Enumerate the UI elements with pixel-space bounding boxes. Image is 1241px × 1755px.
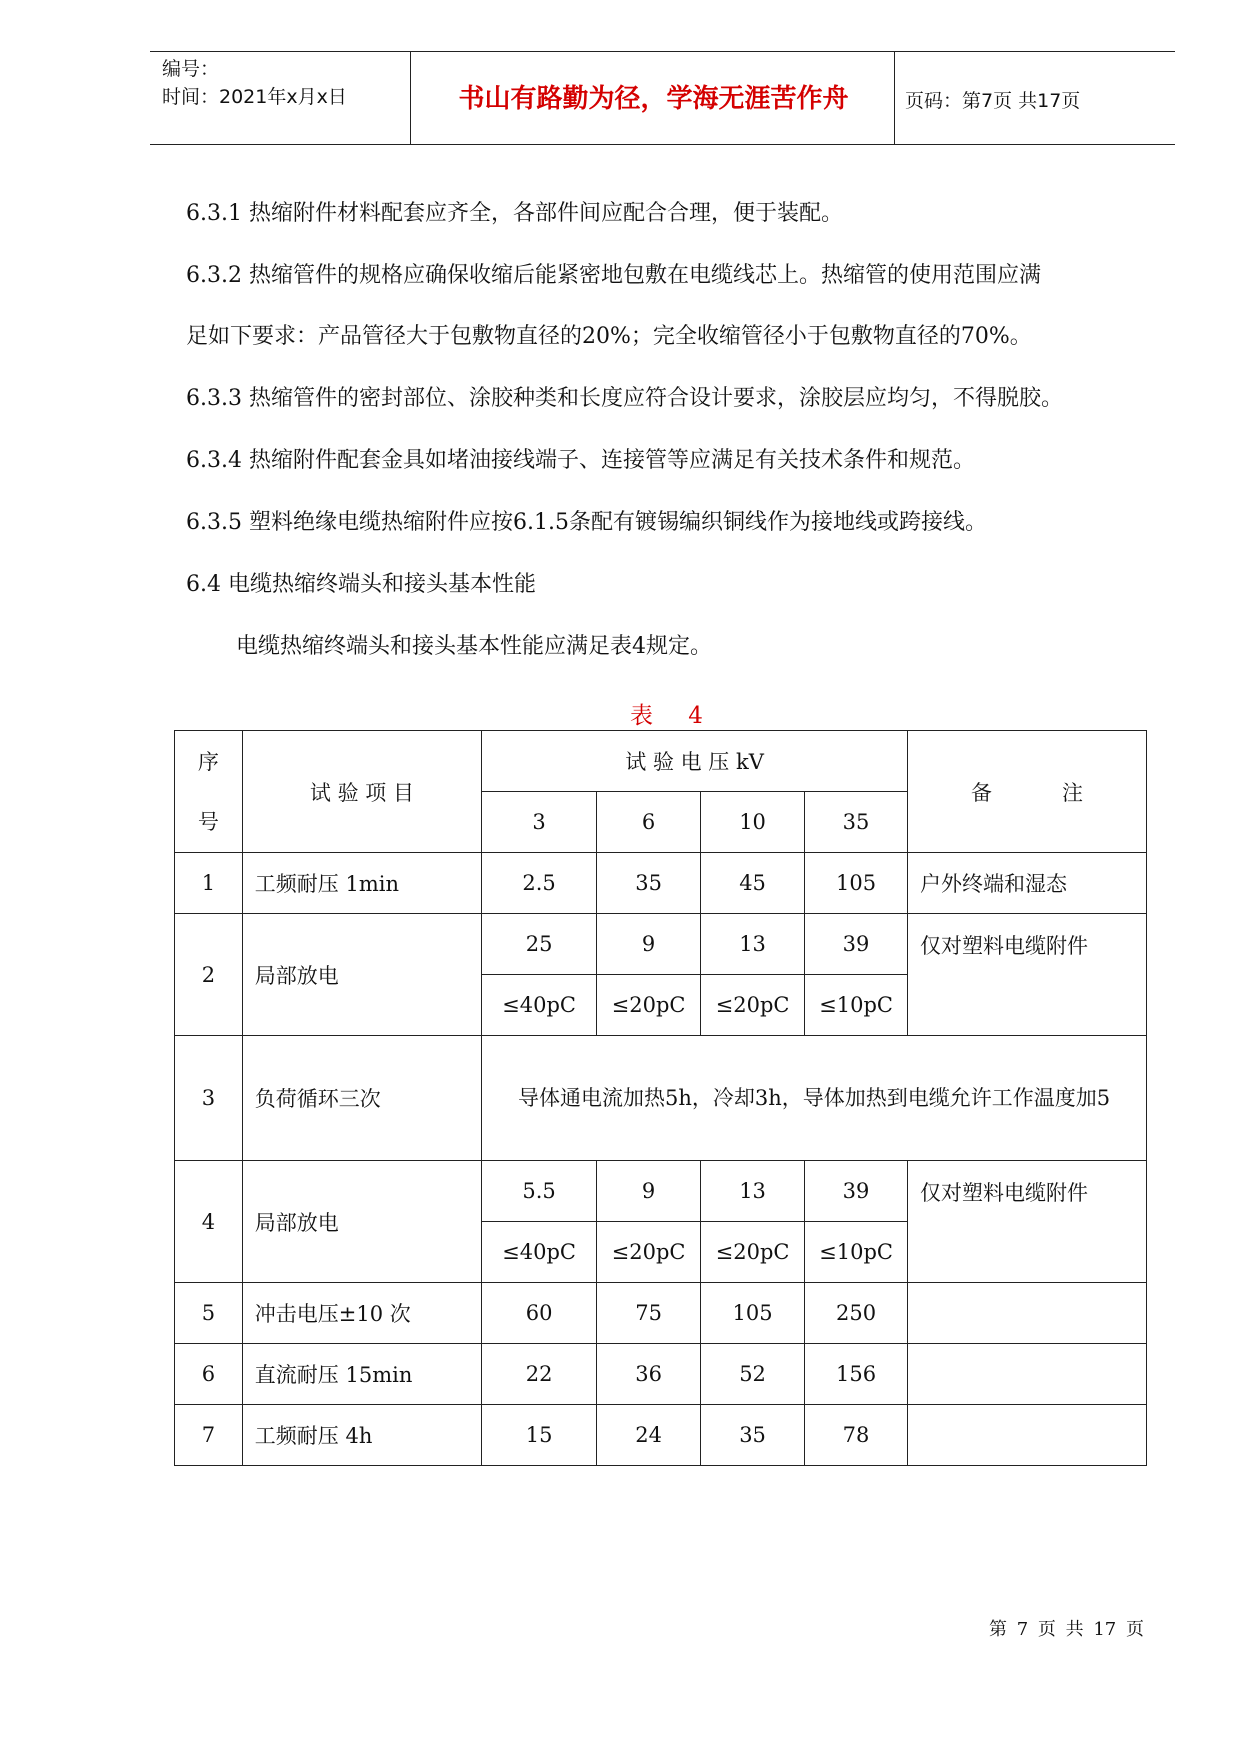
section-6-4-body: 电缆热缩终端头和接头基本性能应满足表4规定。 [236,634,712,659]
header-meta [162,55,347,111]
table-row: 2 局部放电 25 9 13 39 仅对塑料电缆附件 [175,914,1147,975]
table-row: ≤40pC ≤20pC ≤20pC ≤10pC [175,975,1147,1036]
clause-6-3-5: 6.3.5 塑料绝缘电缆热缩附件应按6.1.5条配有镀锡编织铜线作为接地线或跨接线。 [186,510,987,535]
col-head-seq: 序 号 [175,731,243,853]
col-head-3kv: 3 [482,792,597,853]
col-head-10kv: 10 [701,792,805,853]
doc-time-label: 时间：2021年x月x日 [162,86,347,108]
footer-page-number: 第 7 页 共 17 页 [989,1619,1144,1640]
header-bottom-rule [150,144,1175,145]
table-header-row [175,731,1147,792]
col-head-6kv: 6 [597,792,701,853]
table-row: 3 负荷循环三次 导体通电流加热5h，冷却3h，导体加热到电缆允许工作温度加5 [175,1036,1147,1161]
header-divider-left [410,51,411,144]
col-head-voltage: 试 验 电 压 kV [482,731,908,792]
col-head-35kv: 35 [805,792,908,853]
table-row: 1 工频耐压 1min 2.5 35 45 105 户外终端和湿态 [175,853,1147,914]
header-page-label: 页码：第7页 共17页 [905,90,1081,112]
table-row: ≤40pC ≤20pC ≤20pC ≤10pC [175,1222,1147,1283]
clause-6-3-1: 6.3.1 热缩附件材料配套应齐全，各部件间应配合合理，便于装配。 [186,201,843,226]
table-row: 7 工频耐压 4h 15 24 35 78 [175,1405,1147,1466]
col-head-item: 试 验 项 目 [242,731,481,853]
table-row: 5 冲击电压±10 次 60 75 105 250 [175,1283,1147,1344]
header-top-rule [150,51,1175,52]
performance-table [174,730,1147,1466]
col-head-remark: 备 注 [908,731,1147,853]
clause-6-3-2-line1: 6.3.2 热缩管件的规格应确保收缩后能紧密地包敷在电缆线芯上。热缩管的使用范围应满 [186,263,1041,288]
table-caption: 表 4 [630,703,717,729]
doc-number-label: 编号： [162,58,220,80]
clause-6-3-2-line2: 足如下要求：产品管径大于包敷物直径的20%；完全收缩管径小于包敷物直径的70%。 [186,324,1032,349]
section-6-4-heading: 6.4 电缆热缩终端头和接头基本性能 [186,572,536,597]
table-row: 4 局部放电 5.5 9 13 39 仅对塑料电缆附件 [175,1161,1147,1222]
clause-6-3-4: 6.3.4 热缩附件配套金具如堵油接线端子、连接管等应满足有关技术条件和规范。 [186,448,975,473]
header-motto: 书山有路勤为径，学海无涯苦作舟 [458,84,849,114]
load-cycle-description: 导体通电流加热5h，冷却3h，导体加热到电缆允许工作温度加5 [518,1086,1111,1110]
table-row: 6 直流耐压 15min 22 36 52 156 [175,1344,1147,1405]
clause-6-3-3: 6.3.3 热缩管件的密封部位、涂胶种类和长度应符合设计要求，涂胶层应均匀，不得脱胶。 [186,386,1063,411]
